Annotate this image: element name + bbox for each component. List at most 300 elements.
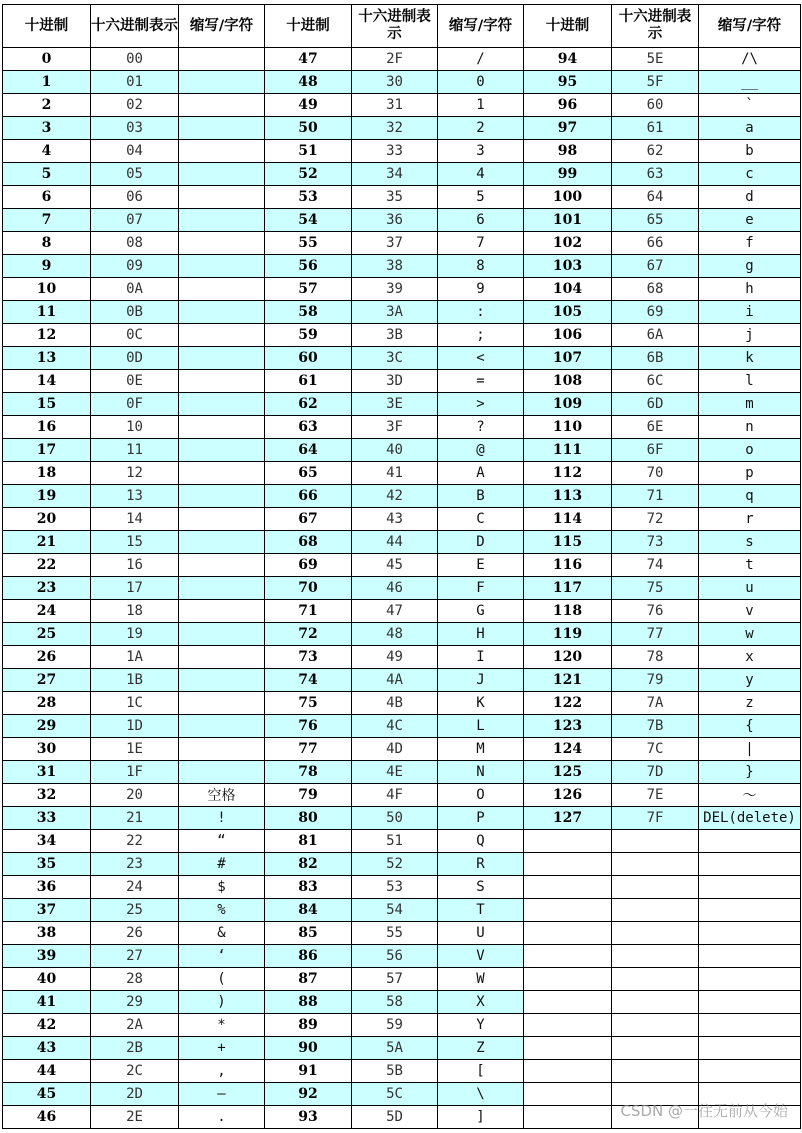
char-cell: 4 [438,163,524,186]
hex-cell: 0D [91,347,179,370]
decimal-cell: 83 [265,876,352,899]
decimal-cell: 41 [3,991,91,1014]
decimal-cell: 29 [3,715,91,738]
decimal-cell: 11 [3,301,91,324]
hex-cell: 40 [352,439,438,462]
char-cell: \ [438,1083,524,1106]
empty-cell [612,1014,699,1037]
hex-cell: 41 [352,462,438,485]
decimal-cell: 49 [265,94,352,117]
hex-cell: 39 [352,278,438,301]
table-row [3,577,801,600]
decimal-cell: 67 [265,508,352,531]
char-cell: O [438,784,524,807]
empty-cell [524,830,612,853]
header-decimal: 十进制 [3,5,91,48]
char-cell: 1 [438,94,524,117]
decimal-cell: 116 [524,554,612,577]
hex-cell: 21 [91,807,179,830]
decimal-cell: 23 [3,577,91,600]
hex-cell: 22 [91,830,179,853]
decimal-cell: 6 [3,186,91,209]
decimal-cell: 61 [265,370,352,393]
char-cell: s [699,531,801,554]
char-cell: L [438,715,524,738]
char-cell: a [699,117,801,140]
hex-cell: 7D [612,761,699,784]
decimal-cell: 107 [524,347,612,370]
char-cell [179,393,265,416]
hex-cell: 34 [352,163,438,186]
table-row [3,991,801,1014]
decimal-cell: 108 [524,370,612,393]
char-cell [179,623,265,646]
decimal-cell: 57 [265,278,352,301]
empty-cell [612,922,699,945]
char-cell [179,301,265,324]
hex-cell: 04 [91,140,179,163]
table-row [3,347,801,370]
decimal-cell: 118 [524,600,612,623]
char-cell: i [699,301,801,324]
char-cell: b [699,140,801,163]
char-cell: 8 [438,255,524,278]
decimal-cell: 5 [3,163,91,186]
char-cell: $ [179,876,265,899]
decimal-cell: 85 [265,922,352,945]
char-cell: — [179,1083,265,1106]
decimal-cell: 115 [524,531,612,554]
decimal-cell: 96 [524,94,612,117]
empty-cell [612,853,699,876]
decimal-cell: 74 [265,669,352,692]
char-cell: Y [438,1014,524,1037]
hex-cell: 11 [91,439,179,462]
hex-cell: 1C [91,692,179,715]
table-row [3,1037,801,1060]
table-row [3,1060,801,1083]
char-cell [179,761,265,784]
char-cell: ( [179,968,265,991]
empty-cell [699,876,801,899]
empty-cell [699,853,801,876]
decimal-cell: 38 [3,922,91,945]
hex-cell: 1F [91,761,179,784]
char-cell: j [699,324,801,347]
decimal-cell: 13 [3,347,91,370]
decimal-cell: 35 [3,853,91,876]
hex-cell: 14 [91,508,179,531]
decimal-cell: 31 [3,761,91,784]
decimal-cell: 114 [524,508,612,531]
hex-cell: 27 [91,945,179,968]
decimal-cell: 98 [524,140,612,163]
char-cell: F [438,577,524,600]
hex-cell: 36 [352,209,438,232]
hex-cell: 7E [612,784,699,807]
hex-cell: 23 [91,853,179,876]
hex-cell: 19 [91,623,179,646]
char-cell: 3 [438,140,524,163]
hex-cell: 30 [352,71,438,94]
hex-cell: 3B [352,324,438,347]
char-cell: | [699,738,801,761]
empty-cell [524,853,612,876]
table-row [3,554,801,577]
hex-cell: 46 [352,577,438,600]
decimal-cell: 60 [265,347,352,370]
char-cell: v [699,600,801,623]
decimal-cell: 2 [3,94,91,117]
hex-cell: 56 [352,945,438,968]
table-row [3,1014,801,1037]
decimal-cell: 119 [524,623,612,646]
hex-cell: 7C [612,738,699,761]
hex-cell: 71 [612,485,699,508]
decimal-cell: 76 [265,715,352,738]
empty-cell [699,830,801,853]
hex-cell: 32 [352,117,438,140]
hex-cell: 3A [352,301,438,324]
hex-cell: 15 [91,531,179,554]
decimal-cell: 37 [3,899,91,922]
empty-cell [524,922,612,945]
decimal-cell: 111 [524,439,612,462]
char-cell [179,347,265,370]
hex-cell: 1B [91,669,179,692]
hex-cell: 00 [91,48,179,71]
decimal-cell: 7 [3,209,91,232]
char-cell: c [699,163,801,186]
char-cell: @ [438,439,524,462]
table-row [3,140,801,163]
char-cell [179,600,265,623]
decimal-cell: 36 [3,876,91,899]
hex-cell: 7F [612,807,699,830]
decimal-cell: 62 [265,393,352,416]
char-cell: W [438,968,524,991]
char-cell: H [438,623,524,646]
table-row [3,94,801,117]
decimal-cell: 70 [265,577,352,600]
decimal-cell: 26 [3,646,91,669]
decimal-cell: 91 [265,1060,352,1083]
hex-cell: 33 [352,140,438,163]
hex-cell: 3F [352,416,438,439]
hex-cell: 07 [91,209,179,232]
hex-cell: 72 [612,508,699,531]
decimal-cell: 20 [3,508,91,531]
char-cell: ! [179,807,265,830]
char-cell: J [438,669,524,692]
decimal-cell: 113 [524,485,612,508]
ascii-table [2,4,801,1129]
char-cell: . [179,1106,265,1129]
table-row [3,508,801,531]
table-row [3,71,801,94]
char-cell: l [699,370,801,393]
char-cell [179,140,265,163]
char-cell: h [699,278,801,301]
table-row [3,163,801,186]
decimal-cell: 17 [3,439,91,462]
table-row [3,485,801,508]
hex-cell: 6A [612,324,699,347]
hex-cell: 53 [352,876,438,899]
hex-cell: 2A [91,1014,179,1037]
char-cell: u [699,577,801,600]
decimal-cell: 40 [3,968,91,991]
table-row [3,761,801,784]
decimal-cell: 51 [265,140,352,163]
hex-cell: 0E [91,370,179,393]
table-row [3,439,801,462]
hex-cell: 5B [352,1060,438,1083]
char-cell: R [438,853,524,876]
decimal-cell: 1 [3,71,91,94]
table-row [3,945,801,968]
empty-cell [699,1037,801,1060]
hex-cell: 17 [91,577,179,600]
decimal-cell: 90 [265,1037,352,1060]
decimal-cell: 18 [3,462,91,485]
table-body [3,48,801,1129]
hex-cell: 6C [612,370,699,393]
hex-cell: 18 [91,600,179,623]
char-cell: , [179,1060,265,1083]
hex-cell: 70 [612,462,699,485]
hex-cell: 48 [352,623,438,646]
hex-cell: 42 [352,485,438,508]
decimal-cell: 120 [524,646,612,669]
table-row [3,278,801,301]
hex-cell: 60 [612,94,699,117]
hex-cell: 35 [352,186,438,209]
hex-cell: 6D [612,393,699,416]
empty-cell [524,991,612,1014]
decimal-cell: 44 [3,1060,91,1083]
empty-cell [524,1014,612,1037]
char-cell: : [438,301,524,324]
decimal-cell: 73 [265,646,352,669]
hex-cell: 0B [91,301,179,324]
decimal-cell: 48 [265,71,352,94]
decimal-cell: 46 [3,1106,91,1129]
char-cell: ? [438,416,524,439]
decimal-cell: 32 [3,784,91,807]
table-row [3,301,801,324]
empty-cell [524,876,612,899]
empty-cell [524,1037,612,1060]
hex-cell: 49 [352,646,438,669]
decimal-cell: 84 [265,899,352,922]
char-cell: P [438,807,524,830]
char-cell: + [179,1037,265,1060]
char-cell [179,278,265,301]
char-cell: g [699,255,801,278]
hex-cell: 77 [612,623,699,646]
hex-cell: 1D [91,715,179,738]
table-row [3,255,801,278]
decimal-cell: 30 [3,738,91,761]
decimal-cell: 64 [265,439,352,462]
char-cell: X [438,991,524,1014]
empty-cell [699,945,801,968]
char-cell [179,117,265,140]
decimal-cell: 25 [3,623,91,646]
empty-cell [524,945,612,968]
hex-cell: 12 [91,462,179,485]
table-row [3,876,801,899]
decimal-cell: 125 [524,761,612,784]
char-cell: Z [438,1037,524,1060]
empty-cell [524,1083,612,1106]
char-cell: t [699,554,801,577]
char-cell: DEL(delete) [699,807,801,830]
decimal-cell: 58 [265,301,352,324]
decimal-cell: 66 [265,485,352,508]
char-cell [179,715,265,738]
char-cell: U [438,922,524,945]
table-row [3,462,801,485]
decimal-cell: 24 [3,600,91,623]
table-row [3,324,801,347]
table-row [3,853,801,876]
hex-cell: 2C [91,1060,179,1083]
empty-cell [612,830,699,853]
decimal-cell: 78 [265,761,352,784]
decimal-cell: 68 [265,531,352,554]
empty-cell [699,991,801,1014]
empty-cell [612,968,699,991]
hex-cell: 2B [91,1037,179,1060]
decimal-cell: 19 [3,485,91,508]
char-cell [179,738,265,761]
hex-cell: 0C [91,324,179,347]
char-cell: T [438,899,524,922]
decimal-cell: 122 [524,692,612,715]
hex-cell: 2E [91,1106,179,1129]
char-cell: > [438,393,524,416]
header-row [3,5,801,48]
decimal-cell: 59 [265,324,352,347]
hex-cell: 4A [352,669,438,692]
char-cell [179,71,265,94]
decimal-cell: 105 [524,301,612,324]
decimal-cell: 100 [524,186,612,209]
decimal-cell: 77 [265,738,352,761]
hex-cell: 67 [612,255,699,278]
decimal-cell: 88 [265,991,352,1014]
table-row [3,531,801,554]
char-cell: I [438,646,524,669]
table-row [3,393,801,416]
char-cell: C [438,508,524,531]
hex-cell: 51 [352,830,438,853]
char-cell: k [699,347,801,370]
hex-cell: 58 [352,991,438,1014]
char-cell: 9 [438,278,524,301]
char-cell [179,48,265,71]
char-cell [179,416,265,439]
table-row [3,600,801,623]
char-cell: S [438,876,524,899]
empty-cell [612,945,699,968]
decimal-cell: 14 [3,370,91,393]
decimal-cell: 103 [524,255,612,278]
decimal-cell: 87 [265,968,352,991]
char-cell: d [699,186,801,209]
char-cell [179,94,265,117]
hex-cell: 45 [352,554,438,577]
empty-cell [524,968,612,991]
decimal-cell: 27 [3,669,91,692]
char-cell: “ [179,830,265,853]
hex-cell: 05 [91,163,179,186]
char-cell [179,531,265,554]
char-cell: K [438,692,524,715]
decimal-cell: 86 [265,945,352,968]
hex-cell: 68 [612,278,699,301]
header-decimal: 十进制 [265,5,352,48]
table-row [3,186,801,209]
hex-cell: 50 [352,807,438,830]
table-row [3,117,801,140]
decimal-cell: 4 [3,140,91,163]
hex-cell: 38 [352,255,438,278]
header-hex: 十六进制表示 [612,5,699,48]
table-row [3,922,801,945]
empty-cell [612,1060,699,1083]
decimal-cell: 124 [524,738,612,761]
char-cell: [ [438,1060,524,1083]
char-cell [179,255,265,278]
hex-cell: 10 [91,416,179,439]
decimal-cell: 81 [265,830,352,853]
decimal-cell: 63 [265,416,352,439]
char-cell: 5 [438,186,524,209]
char-cell: } [699,761,801,784]
table-row [3,646,801,669]
hex-cell: 57 [352,968,438,991]
decimal-cell: 75 [265,692,352,715]
char-cell: E [438,554,524,577]
hex-cell: 44 [352,531,438,554]
hex-cell: 16 [91,554,179,577]
char-cell: B [438,485,524,508]
hex-cell: 5C [352,1083,438,1106]
char-cell [179,669,265,692]
char-cell: ‘ [179,945,265,968]
char-cell: ; [438,324,524,347]
hex-cell: 4B [352,692,438,715]
table-row [3,899,801,922]
hex-cell: 74 [612,554,699,577]
table-row [3,669,801,692]
char-cell [179,646,265,669]
decimal-cell: 89 [265,1014,352,1037]
table-row [3,830,801,853]
table-row [3,209,801,232]
hex-cell: 5F [612,71,699,94]
char-cell [179,554,265,577]
decimal-cell: 55 [265,232,352,255]
empty-cell [524,1060,612,1083]
hex-cell: 69 [612,301,699,324]
hex-cell: 2F [352,48,438,71]
char-cell: 2 [438,117,524,140]
hex-cell: 1A [91,646,179,669]
